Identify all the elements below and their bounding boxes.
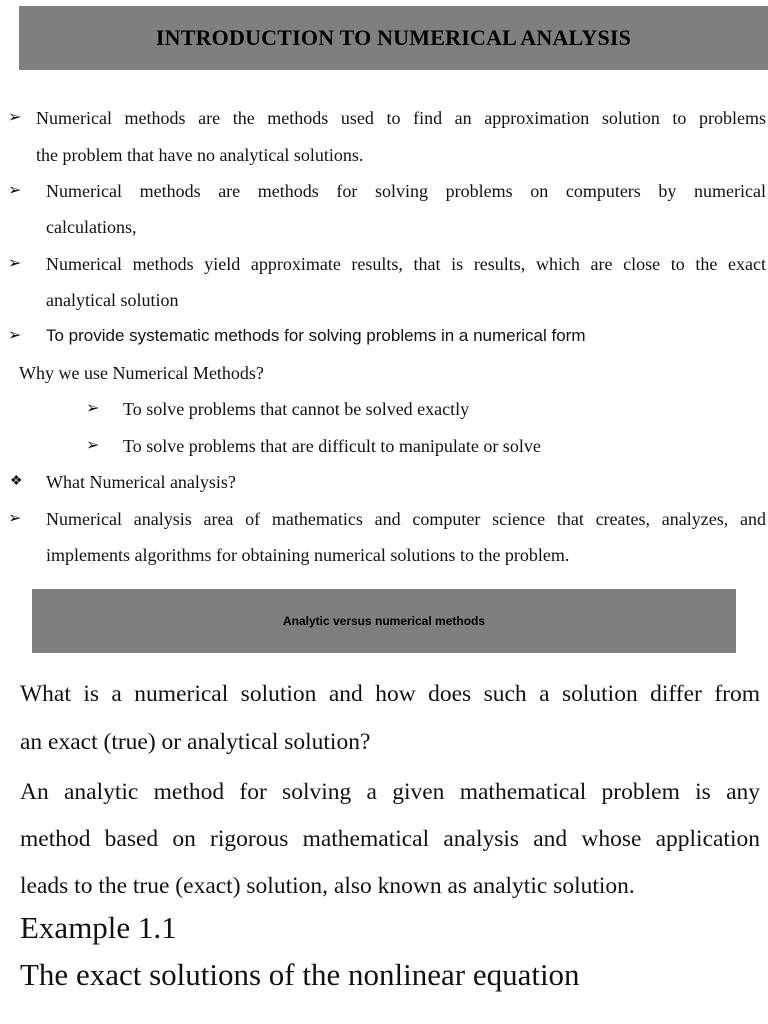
intro-item-3-line-2: analytical solution — [46, 290, 179, 310]
definition-line-2: implements algorithms for obtaining numerical solutions to the problem. — [46, 545, 570, 565]
arrow-bullet-icon: ➢ — [8, 510, 22, 527]
intro-item-1-line-1: Numerical methods are the methods used to find an approximation solution to problems — [36, 108, 766, 128]
what-heading: What Numerical analysis? — [46, 472, 236, 492]
arrow-bullet-icon: ➢ — [86, 400, 100, 417]
why-heading: Why we use Numerical Methods? — [19, 363, 264, 383]
analytic-line-2: method based on rigorous mathematical analysis and whose application — [20, 826, 760, 852]
intro-item-2-line-2: calculations, — [46, 217, 137, 237]
diamond-bullet-icon: ❖ — [10, 474, 23, 489]
question-line-2: an exact (true) or analytical solution? — [20, 729, 371, 755]
definition-line-1: Numerical analysis area of mathematics and computer science that creates, analyzes, and — [46, 509, 766, 529]
analytic-line-3: leads to the true (exact) solution, also known as analytic solution. — [20, 873, 635, 899]
intro-item-1-line-2: the problem that have no analytical solutions. — [36, 145, 364, 165]
section-banner — [32, 589, 736, 653]
question-line-1: What is a numerical solution and how does such a solution differ from — [20, 681, 760, 707]
arrow-bullet-icon: ➢ — [8, 255, 22, 272]
example-title: Example 1.1 — [20, 910, 177, 945]
arrow-bullet-icon: ➢ — [86, 437, 100, 454]
why-item-2: To solve problems that are difficult to manipulate or solve — [123, 436, 541, 456]
title-banner — [19, 6, 768, 70]
section-title: Analytic versus numerical methods — [282, 614, 486, 628]
arrow-bullet-icon: ➢ — [8, 182, 22, 199]
page-title: INTRODUCTION TO NUMERICAL ANALYSIS — [155, 25, 632, 50]
intro-item-2-line-1: Numerical methods are methods for solving problems on computers by numerical — [46, 181, 766, 201]
intro-item-4: To provide systematic methods for solving problems in a numerical form — [46, 326, 586, 345]
intro-item-3-line-1: Numerical methods yield approximate results, that is results, which are close to the exact — [46, 254, 766, 274]
arrow-bullet-icon: ➢ — [8, 327, 22, 344]
why-item-1: To solve problems that cannot be solved exactly — [123, 399, 470, 419]
analytic-line-1: An analytic method for solving a given mathematical problem is any — [20, 779, 760, 805]
arrow-bullet-icon: ➢ — [8, 109, 22, 126]
example-text: The exact solutions of the nonlinear equation — [20, 957, 580, 992]
